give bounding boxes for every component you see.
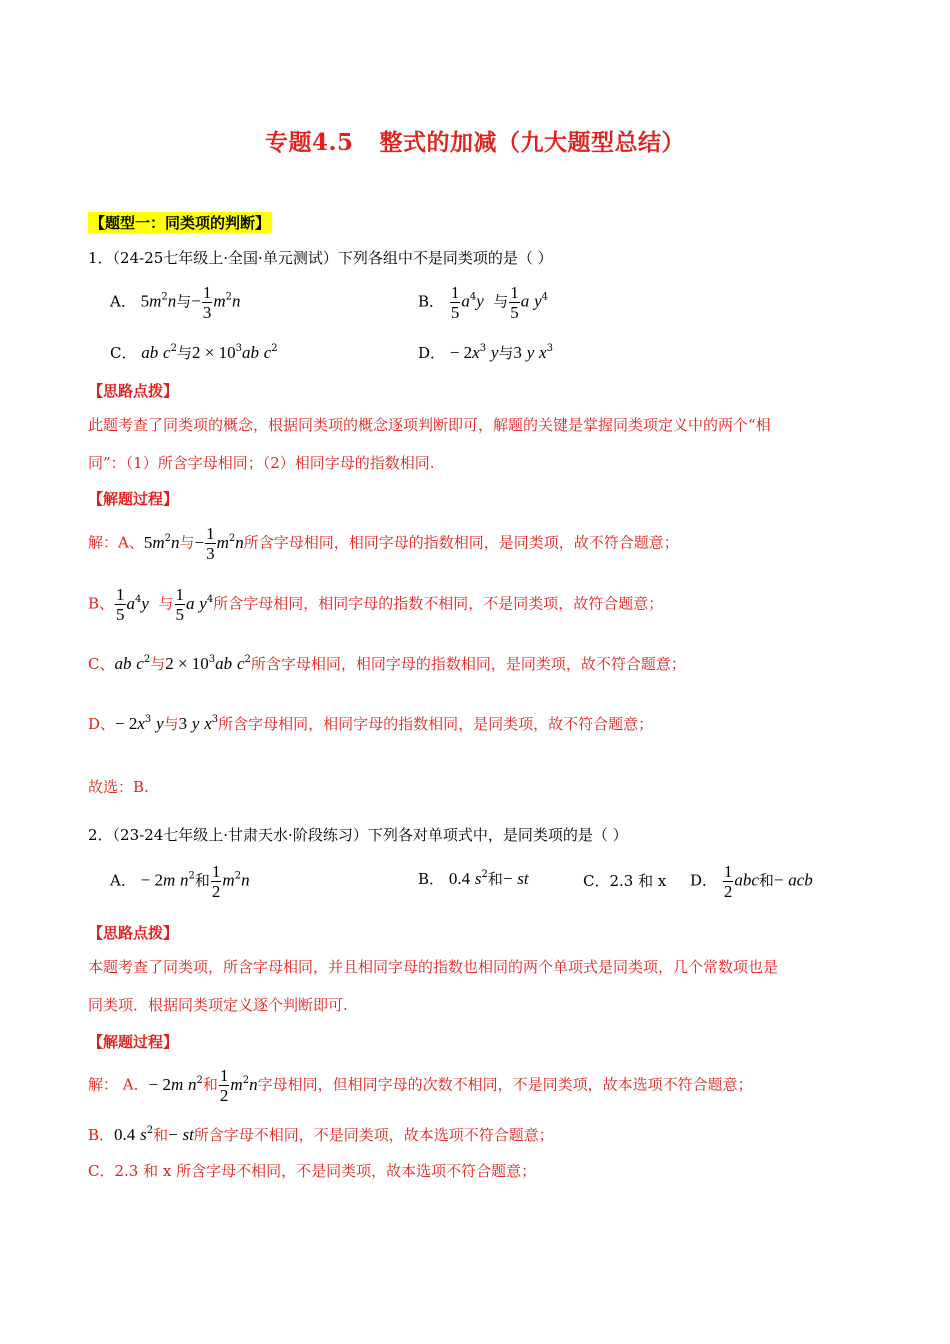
title-text: 整式的加减（九大题型总结）: [379, 129, 685, 156]
solution-text: 所含字母相同，相同字母的指数相同，是同类项，故不符合题意；: [250, 655, 686, 673]
option-label: B．: [418, 292, 445, 311]
connector: 和: [194, 871, 210, 890]
option-label: B．: [418, 870, 445, 888]
connector: 与: [158, 594, 174, 613]
connector: 和: [487, 870, 503, 888]
connector: 与: [176, 344, 192, 362]
option-label: C．: [583, 872, 610, 890]
option-label: A．: [110, 292, 136, 311]
solution-text: 所含字母相同，相同字母的指数相同，是同类项，故不符合题意；: [218, 715, 654, 733]
question-1-stem: 1．（24-25七年级上·全国·单元测试）下列各组中不是同类项的是（ ）: [88, 249, 553, 267]
solution-text: 所含字母相同，相同字母的指数相同，是同类项，故不符合题意；: [243, 533, 679, 552]
solution-prefix: 解： A．: [88, 1075, 149, 1094]
q1-answer: 故选：B.: [88, 778, 149, 796]
option-label: A．: [110, 871, 136, 890]
option-text: 2.3 和 x: [609, 872, 667, 890]
analysis-line: 同”：（1）所含字母相同；（2）相同字母的指数相同.: [88, 454, 435, 472]
question-2-stem: 2．（23-24七年级上·甘肃天水·阶段练习）下列各对单项式中，是同类项的是（ ）: [88, 826, 628, 844]
analysis-heading: 【思路点拨】: [88, 382, 179, 400]
q2-analysis: [88, 948, 863, 1024]
connector: 与: [493, 292, 509, 311]
connector: 与: [163, 715, 179, 733]
connector: 与: [179, 533, 195, 552]
analysis-line: 同类项．根据同类项定义逐个判断即可.: [88, 996, 348, 1014]
option-label: D．: [690, 871, 718, 890]
solution-text: 所含字母相同，相同字母的指数不相同，不是同类项，故符合题意；: [213, 594, 664, 613]
analysis-heading: 【思路点拨】: [88, 924, 179, 942]
solution-prefix: 解：A、: [88, 533, 144, 552]
section-heading: 【题型一：同类项的判断】: [90, 214, 271, 232]
q1-solution-a: 解：A、$5m^2n$与− $\frac{1}{3}$ $m^2n$所含字母相同，相同字母的指数相同，是同类项，故不符合题意；: [88, 524, 679, 563]
q1-solution-b: B、 $\frac{1}{5}$ $a^4y$ 与 $\frac{1}{5}$ a $y^4$所含字母相同，相同字母的指数不相同，不是同类项，故符合题意；: [88, 585, 664, 624]
q2-option-a[interactable]: A． − 2m $n^2$和 $\frac{1}{2}$ $m^2n$: [110, 862, 250, 901]
title-prefix: 专题: [264, 129, 312, 156]
q2-solution-b: B．0.4 $s^2$和− st所含字母不相同，不是同类项，故本选项不符合题意；: [88, 1125, 554, 1144]
q1-solution-d: D、− $2x^3$ y与3 y $x^3$所含字母相同，相同字母的指数相同，是同类项，故不符合题意；: [88, 714, 654, 733]
option-label: D．: [418, 344, 446, 362]
q2-solution-a: 解： A．− 2m $n^2$和 $\frac{1}{2}$ $m^2n$字母相同，但相同字母的次数不相同，不是同类项，故本选项不符合题意；: [88, 1066, 753, 1105]
connector: 与: [150, 655, 166, 673]
connector: 与: [498, 344, 514, 362]
q1-solution-c: C、ab $c^2$与$2 \times 10^3ab$ $c^2$所含字母相同，相同字母的指数相同，是同类项，故不符合题意；: [88, 654, 686, 673]
q1-option-d[interactable]: D． − $2x^3$ y与3 y $x^3$: [418, 343, 553, 362]
analysis-line: 此题考查了同类项的概念，根据同类项的概念逐项判断即可，解题的关键是掌握同类项定义中的两个“相: [88, 416, 771, 434]
fraction: $\frac{1}{5}$: [510, 283, 519, 322]
fraction: $\frac{1}{5}$: [450, 283, 460, 322]
solution-prefix: C、: [88, 655, 115, 673]
fraction: $\frac{1}{3}$: [202, 283, 212, 322]
analysis-line: 本题考查了同类项，所含字母相同，并且相同字母的指数也相同的两个单项式是同类项，几个常数项也是: [88, 958, 779, 976]
q1-option-a[interactable]: A． $5m^2n$与− $\frac{1}{3}$ $m^2n$: [110, 283, 241, 322]
fraction: $\frac{1}{2}$: [723, 862, 733, 901]
q1-option-b[interactable]: B． $\frac{1}{5}$ $a^4y$ 与 $\frac{1}{5}$ a $y^4$: [418, 283, 548, 322]
connector: 和: [758, 871, 774, 890]
q2-solution-c: C．2.3 和 x 所含字母不相同，不是同类项，故本选项不符合题意；: [88, 1162, 537, 1180]
q1-analysis: [88, 406, 863, 482]
solution-text: 字母相同，但相同字母的次数不相同，不是同类项，故本选项不符合题意；: [257, 1075, 753, 1094]
q1-option-c[interactable]: C． ab $c^2$与$2 \times 10^3ab$ $c^2$: [110, 343, 278, 362]
solution-heading: 【解题过程】: [88, 490, 179, 508]
fraction: $\frac{1}{2}$: [211, 862, 221, 901]
option-label: C．: [110, 344, 137, 362]
q2-option-d[interactable]: D． $\frac{1}{2}$ abc和− acb: [690, 862, 813, 901]
title-number: 4.5: [311, 129, 354, 156]
q2-option-b[interactable]: B． 0.4 $s^2$和− st: [418, 869, 529, 888]
solution-prefix: B．: [88, 1126, 115, 1144]
q2-option-c[interactable]: [583, 870, 666, 891]
connector: 与: [176, 292, 192, 311]
solution-prefix: D、: [88, 715, 116, 733]
solution-prefix: B、: [88, 594, 115, 613]
solution-heading: 【解题过程】: [88, 1033, 179, 1051]
solution-text: 所含字母不相同，不是同类项，故本选项不符合题意；: [193, 1126, 554, 1144]
connector: 和: [202, 1075, 218, 1094]
connector: 和: [153, 1126, 169, 1144]
page-title: [0, 124, 950, 157]
